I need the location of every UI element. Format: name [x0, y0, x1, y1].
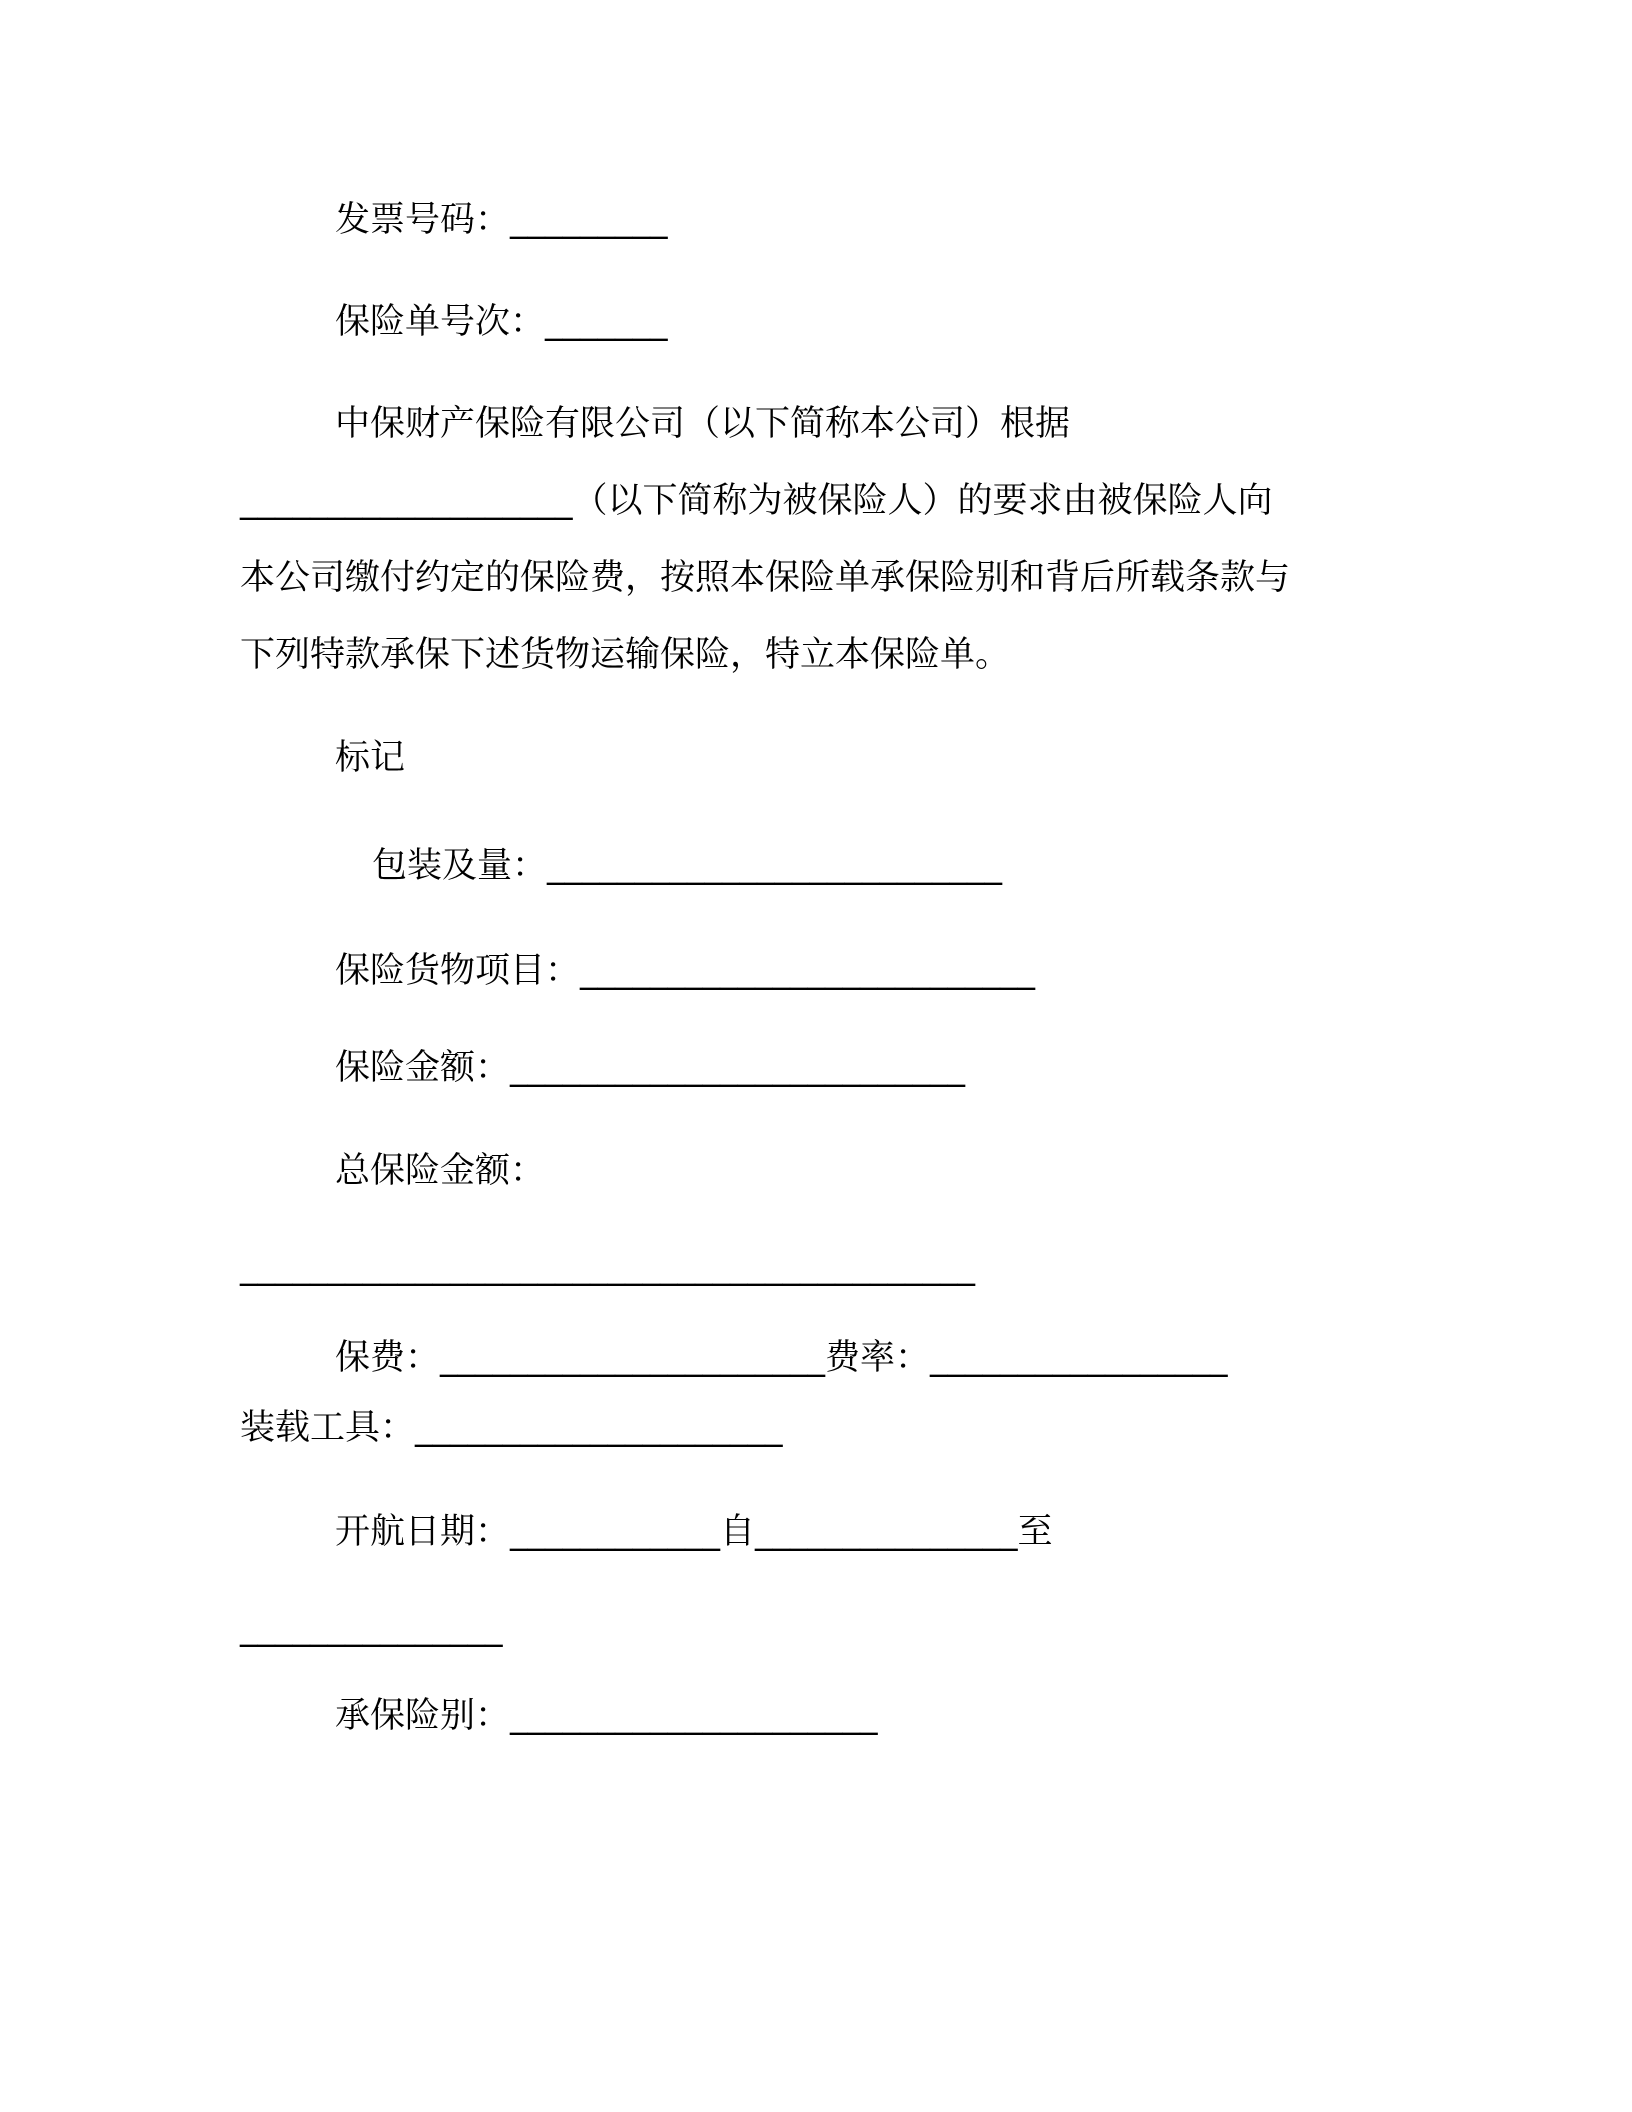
invoice-number-line: 发票号码：_________	[335, 200, 668, 240]
packing-quantity-line: 包装及量：__________________________	[372, 846, 1003, 886]
total-insured-amount-blank: __________________________________________	[240, 1247, 975, 1287]
intro-paragraph-line-4: 下列特款承保下述货物运输保险，特立本保险单。	[240, 635, 1011, 675]
coverage-line: 承保险别：_____________________	[335, 1696, 878, 1736]
premium-rate-line: 保费：______________________费率：_________________	[335, 1338, 1228, 1378]
intro-paragraph-line-3: 本公司缴付约定的保险费，按照本保险单承保险别和背后所载条款与	[240, 558, 1291, 598]
insured-amount-line: 保险金额：__________________________	[335, 1048, 966, 1088]
sailing-date-line: 开航日期：____________自_______________至	[335, 1512, 1053, 1552]
policy-number-line: 保险单号次：_______	[335, 302, 668, 342]
marks-label: 标记	[335, 738, 406, 778]
insured-goods-line: 保险货物项目：__________________________	[335, 951, 1036, 991]
destination-blank: _______________	[240, 1608, 503, 1648]
intro-paragraph-line-2: ___________________（以下简称为被保险人）的要求由被保险人向	[240, 481, 1273, 521]
conveyance-line: 装载工具：_____________________	[240, 1408, 783, 1448]
total-insured-amount-label: 总保险金额：	[335, 1151, 546, 1191]
intro-paragraph-line-1: 中保财产保险有限公司（以下简称本公司）根据	[335, 404, 1071, 444]
